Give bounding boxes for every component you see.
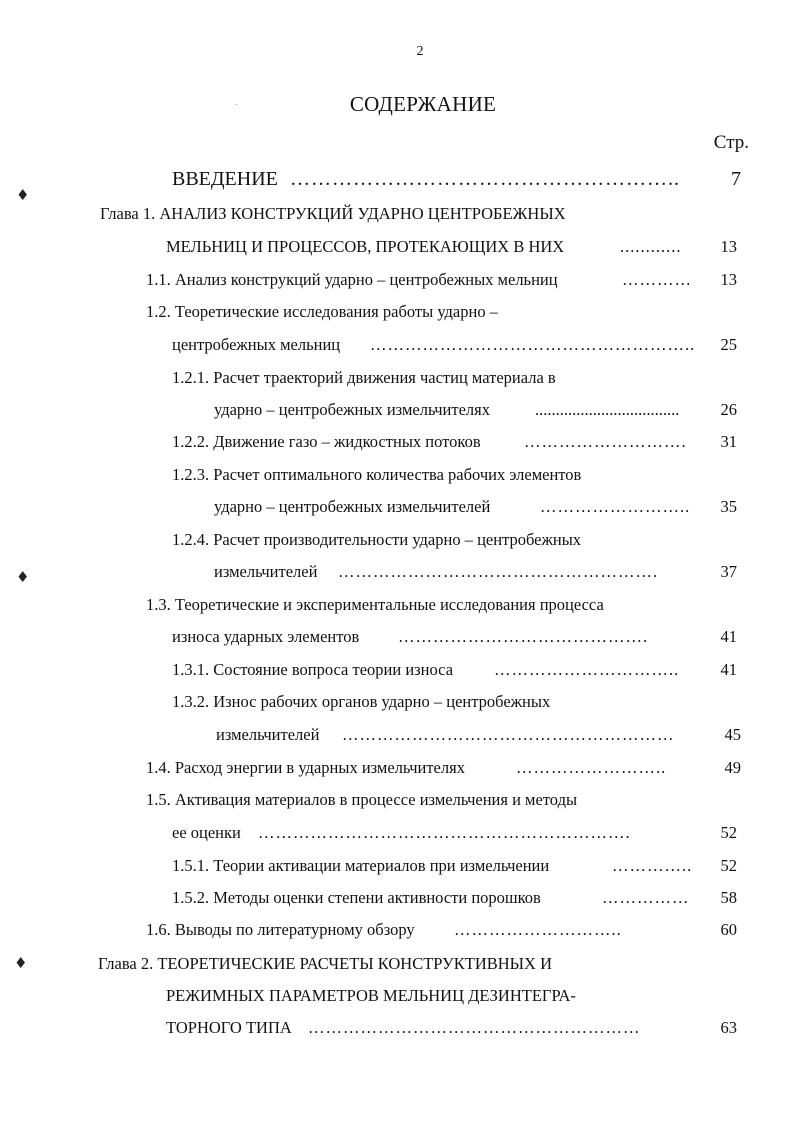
toc-page-number: 13 [720,237,737,256]
toc-title: СОДЕРЖАНИЕ [349,92,497,116]
toc-entry-text: 1.5.1. Теории активации материалов при измельчении [172,856,550,875]
toc-leader-dots: ……………………………………………….. [290,168,680,190]
toc-entry-text-continued: измельчителей [214,562,318,581]
toc-entry-text-continued: МЕЛЬНИЦ И ПРОЦЕССОВ, ПРОТЕКАЮЩИХ В НИХ [166,237,565,256]
toc-entry-text: 1.3.2. Износ рабочих органов ударно – центробежных [172,692,551,711]
margin-mark-icon: ♦ [14,954,28,972]
toc-entry-text: 1.2.2. Движение газо – жидкостных потоков [172,432,481,451]
toc-leader-dots: ………………………………………………… [342,725,675,744]
page-number: 2 [416,44,424,59]
toc-leader-dots: ……………………….. [454,920,622,939]
toc-leader-dots: …………………….. [516,758,667,777]
toc-page-number: 60 [720,920,737,939]
toc-leader-dots: ……………………………………………….. [370,335,696,354]
toc-entry-text: 1.4. Расход энергии в ударных измельчителях [146,758,465,777]
toc-entry-text-continued: износа ударных элементов [172,627,360,646]
toc-page-number: 45 [724,725,741,744]
toc-entry-text: 1.6. Выводы по литературному обзору [146,920,415,939]
toc-page-number: 35 [720,497,737,516]
toc-entry-text-continued: ТОРНОГО ТИПА [166,1018,292,1037]
toc-page-number: 49 [724,758,741,777]
toc-entry-text-continued: РЕЖИМНЫХ ПАРАМЕТРОВ МЕЛЬНИЦ ДЕЗИНТЕГРА- [166,986,576,1005]
toc-page-number: 52 [720,856,737,875]
toc-page-number: 25 [720,335,737,354]
toc-page-number: 41 [720,660,737,679]
toc-leader-dots: ………… [622,270,692,289]
toc-entry-text: Глава 2. ТЕОРЕТИЧЕСКИЕ РАСЧЕТЫ КОНСТРУКТИВНЫХ И [98,954,553,973]
toc-page-number: 7 [731,168,741,190]
toc-entry-text: 1.3.1. Состояние вопроса теории износа [172,660,454,679]
toc-page-number: 31 [720,432,737,451]
toc-page-number: 58 [720,888,737,907]
toc-leader-dots: ………………………………………………. [338,562,659,581]
toc-entry-text: 1.5.2. Методы оценки степени активности порошков [172,888,541,907]
margin-mark-icon: ♦ [16,568,30,586]
scan-speck [236,104,237,105]
toc-entry-text-continued: ударно – центробежных измельчителях [214,400,490,419]
toc-leader-dots: ………………………………………………… [308,1018,641,1037]
toc-leader-dots: ............ [620,237,682,256]
toc-page-number: 63 [720,1018,737,1037]
toc-leader-dots: ………………………. [524,432,687,451]
toc-entry-text: 1.5. Активация материалов в процессе измельчения и методы [146,790,578,809]
toc-entry-text: 1.2.3. Расчет оптимального количества рабочих элементов [172,465,582,484]
toc-leader-dots: ……………………………………. [398,627,649,646]
toc-leader-dots: ................................... [535,400,680,419]
toc-entry-text-continued: измельчителей [216,725,320,744]
toc-leader-dots: ………………………………………………………. [258,823,631,842]
toc-page-number: 13 [720,270,737,289]
toc-page-number: 26 [720,400,737,419]
toc-leader-dots: ………………………….. [494,660,680,679]
toc-leader-dots: …………………….. [540,497,691,516]
margin-mark-icon: ♦ [16,186,30,204]
toc-entry-text: 1.2.4. Расчет производительности ударно – центробежных [172,530,582,549]
toc-entry-text: ВВЕДЕНИЕ [172,168,278,190]
toc-page-number: 41 [720,627,737,646]
toc-entry-text: 1.1. Анализ конструкций ударно – центробежных мельниц [146,270,558,289]
toc-page-number: 37 [720,562,737,581]
toc-entry-text: 1.3. Теоретические и экспериментальные исследования процесса [146,595,604,614]
toc-entry-text: 1.2.1. Расчет траекторий движения частиц материала в [172,368,556,387]
page-column-label: Стр. [713,132,749,153]
toc-page-number: 52 [720,823,737,842]
toc-entry-text: 1.2. Теоретические исследования работы ударно – [146,302,498,321]
toc-entry-text-continued: ударно – центробежных измельчителей [214,497,491,516]
toc-entry-text-continued: центробежных мельниц [172,335,341,354]
toc-entry-text: Глава 1. АНАЛИЗ КОНСТРУКЦИЙ УДАРНО ЦЕНТРОБЕЖНЫХ [100,204,566,223]
toc-entry-text-continued: ее оценки [172,823,241,842]
toc-leader-dots: ………….. [612,856,693,875]
toc-leader-dots: …………… [602,888,690,907]
